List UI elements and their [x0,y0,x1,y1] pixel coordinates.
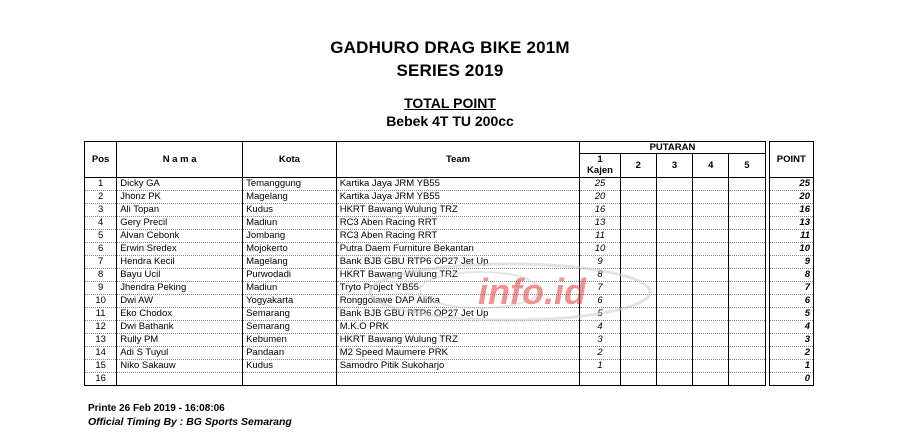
cell-team: RC3 Aben Racing RRT [336,230,580,243]
cell-round-2 [620,243,656,256]
cell-kota: Kudus [243,204,337,217]
cell-nama [117,373,243,386]
cell-round-3 [656,295,692,308]
cell-round-2 [620,334,656,347]
cell-kota [243,373,337,386]
cell-kota: Jombang [243,230,337,243]
table-row [85,217,814,230]
cell-round-3 [656,178,692,191]
cell-team: Kartika Jaya JRM YB55 [336,178,580,191]
cell-nama: Erwin Sredex [117,243,243,256]
table-row [85,360,814,373]
cell-nama: Rully PM [117,334,243,347]
cell-round-2 [620,217,656,230]
cell-kota: Magelang [243,191,337,204]
cell-round-4 [693,360,729,373]
cell-point: 5 [769,308,813,321]
table-body [85,178,814,386]
cell-pos: 13 [85,334,117,347]
cell-round-4 [693,256,729,269]
cell-pos: 7 [85,256,117,269]
col-team: Team [336,142,580,178]
cell-round-1: 5 [580,308,620,321]
cell-round-4 [693,204,729,217]
table-row [85,256,814,269]
cell-nama: Dwi AW [117,295,243,308]
cell-round-1: 7 [580,282,620,295]
cell-nama: Jhendra Peking [117,282,243,295]
cell-point: 25 [769,178,813,191]
cell-round-5 [729,243,765,256]
cell-point: 0 [769,373,813,386]
cell-round-1: 11 [580,230,620,243]
cell-pos: 2 [85,191,117,204]
cell-round-1: 6 [580,295,620,308]
cell-round-5 [729,256,765,269]
cell-kota: Madiun [243,282,337,295]
cell-team: HKRT Bawang Wulung TRZ [336,334,580,347]
cell-round-2 [620,373,656,386]
cell-team [336,373,580,386]
cell-point: 3 [769,334,813,347]
table-row [85,230,814,243]
cell-round-5 [729,269,765,282]
cell-round-5 [729,217,765,230]
cell-kota: Magelang [243,256,337,269]
cell-point: 7 [769,282,813,295]
cell-team: M.K.O PRK [336,321,580,334]
cell-pos: 4 [85,217,117,230]
cell-round-2 [620,191,656,204]
cell-round-3 [656,334,692,347]
cell-team: M2 Speed Maumere PRK [336,347,580,360]
cell-pos: 8 [85,269,117,282]
cell-team: Putra Daem Furniture Bekantan [336,243,580,256]
results-table [84,141,814,386]
cell-pos: 14 [85,347,117,360]
cell-kota: Yogyakarta [243,295,337,308]
cell-round-1: 10 [580,243,620,256]
watermark-text: info.id [478,271,586,312]
cell-round-4 [693,191,729,204]
cell-kota: Purwodadi [243,269,337,282]
cell-round-4 [693,282,729,295]
table-row [85,308,814,321]
cell-nama: Hendra Kecil [117,256,243,269]
document-series: SERIES 2019 [396,61,504,80]
cell-kota: Kudus [243,360,337,373]
cell-pos: 16 [85,373,117,386]
cell-round-4 [693,308,729,321]
cell-round-1: 4 [580,321,620,334]
col-pos: Pos [85,142,117,178]
cell-round-2 [620,178,656,191]
cell-round-5 [729,360,765,373]
table-row [85,373,814,386]
cell-round-1: 3 [580,334,620,347]
cell-round-3 [656,217,692,230]
cell-round-5 [729,373,765,386]
cell-team: Bank BJB GBU RTP6 OP27 Jet Up [336,256,580,269]
cell-round-4 [693,230,729,243]
cell-round-2 [620,308,656,321]
cell-nama: Adi S Tuyul [117,347,243,360]
section-title: TOTAL POINT [404,95,496,111]
table-row [85,204,814,217]
cell-round-2 [620,347,656,360]
cell-kota: Semarang [243,308,337,321]
cell-point: 4 [769,321,813,334]
cell-round-4 [693,217,729,230]
cell-round-1: 13 [580,217,620,230]
cell-round-5 [729,191,765,204]
cell-kota: Kebumen [243,334,337,347]
table-row [85,178,814,191]
cell-team: Kartika Jaya JRM YB55 [336,191,580,204]
cell-point: 6 [769,295,813,308]
cell-round-5 [729,178,765,191]
table-row [85,282,814,295]
cell-pos: 15 [85,360,117,373]
col-round-5: 5 [729,154,765,178]
cell-kota: Pandaan [243,347,337,360]
cell-round-2 [620,204,656,217]
table-row [85,243,814,256]
cell-round-2 [620,230,656,243]
cell-round-3 [656,230,692,243]
cell-round-4 [693,243,729,256]
cell-point: 2 [769,347,813,360]
document-title: GADHURO DRAG BIKE 201M [330,38,570,57]
cell-round-1: 1 [580,360,620,373]
cell-team: HKRT Bawang Wulung TRZ [336,204,580,217]
col-point: POINT [769,142,813,178]
cell-point: 20 [769,191,813,204]
cell-kota: Semarang [243,321,337,334]
cell-point: 16 [769,204,813,217]
col-round-3: 3 [656,154,692,178]
cell-round-4 [693,269,729,282]
cell-pos: 3 [85,204,117,217]
cell-round-3 [656,256,692,269]
cell-pos: 5 [85,230,117,243]
cell-point: 13 [769,217,813,230]
table-header [85,142,814,178]
cell-round-4 [693,334,729,347]
cell-pos: 9 [85,282,117,295]
cell-round-2 [620,295,656,308]
cell-round-2 [620,321,656,334]
cell-round-1: 25 [580,178,620,191]
cell-round-5 [729,230,765,243]
cell-point: 10 [769,243,813,256]
cell-round-3 [656,347,692,360]
cell-round-5 [729,321,765,334]
cell-nama: Ali Topan [117,204,243,217]
table-row [85,321,814,334]
cell-round-4 [693,321,729,334]
col-putaran: PUTARAN [580,142,765,154]
cell-nama: Gery Precil [117,217,243,230]
col-kota: Kota [243,142,337,178]
cell-nama: Dwi Bathank [117,321,243,334]
cell-round-4 [693,347,729,360]
cell-round-4 [693,373,729,386]
cell-round-1: 9 [580,256,620,269]
table-row [85,334,814,347]
cell-round-1 [580,373,620,386]
cell-point: 9 [769,256,813,269]
cell-round-5 [729,334,765,347]
table-row [85,347,814,360]
cell-round-5 [729,308,765,321]
cell-round-3 [656,282,692,295]
cell-pos: 1 [85,178,117,191]
class-title: Bebek 4T TU 200cc [386,113,514,129]
cell-point: 1 [769,360,813,373]
col-round-4: 4 [693,154,729,178]
cell-kota: Madiun [243,217,337,230]
cell-round-5 [729,347,765,360]
cell-nama: Eko Chodox [117,308,243,321]
cell-pos: 11 [85,308,117,321]
official-timing-credit: Official Timing By : BG Sports Semarang [88,416,292,428]
cell-team: Ronggolawe DAP Alifka [336,295,580,308]
table-row [85,269,814,282]
cell-round-3 [656,321,692,334]
cell-team: HKRT Bawang Wulung TRZ [336,269,580,282]
cell-kota: Mojokerto [243,243,337,256]
cell-round-3 [656,373,692,386]
cell-round-5 [729,204,765,217]
cell-pos: 10 [85,295,117,308]
table-row [85,191,814,204]
cell-round-3 [656,308,692,321]
cell-nama: Alvan Cebonk [117,230,243,243]
cell-round-1: 2 [580,347,620,360]
cell-nama: Jhonz PK [117,191,243,204]
table-row [85,295,814,308]
cell-point: 8 [769,269,813,282]
col-round-1: 1 [580,154,620,166]
cell-team: Bank BJB GBU RTP6 OP27 Jet Up [336,308,580,321]
cell-kota: Temanggung [243,178,337,191]
cell-point: 11 [769,230,813,243]
cell-nama: Niko Sakauw [117,360,243,373]
cell-nama: Bayu Ucil [117,269,243,282]
print-timestamp: Printe 26 Feb 2019 - 16:08:06 [88,403,225,414]
col-round-2: 2 [620,154,656,178]
cell-team: RC3 Aben Racing RRT [336,217,580,230]
cell-round-1: 8 [580,269,620,282]
cell-round-1: 20 [580,191,620,204]
cell-round-3 [656,191,692,204]
cell-round-4 [693,295,729,308]
cell-round-3 [656,360,692,373]
cell-round-2 [620,256,656,269]
cell-round-2 [620,282,656,295]
cell-team: Tryto Project YB55 [336,282,580,295]
cell-round-2 [620,360,656,373]
cell-round-3 [656,204,692,217]
cell-round-4 [693,178,729,191]
cell-pos: 12 [85,321,117,334]
col-nama: N a m a [117,142,243,178]
cell-team: Samodro Pitik Sukoharjo [336,360,580,373]
col-round-1-venue: Kajen [580,165,620,178]
cell-round-3 [656,243,692,256]
cell-round-5 [729,295,765,308]
cell-round-5 [729,282,765,295]
cell-round-1: 16 [580,204,620,217]
cell-round-2 [620,269,656,282]
cell-round-3 [656,269,692,282]
cell-pos: 6 [85,243,117,256]
cell-nama: Dicky GA [117,178,243,191]
